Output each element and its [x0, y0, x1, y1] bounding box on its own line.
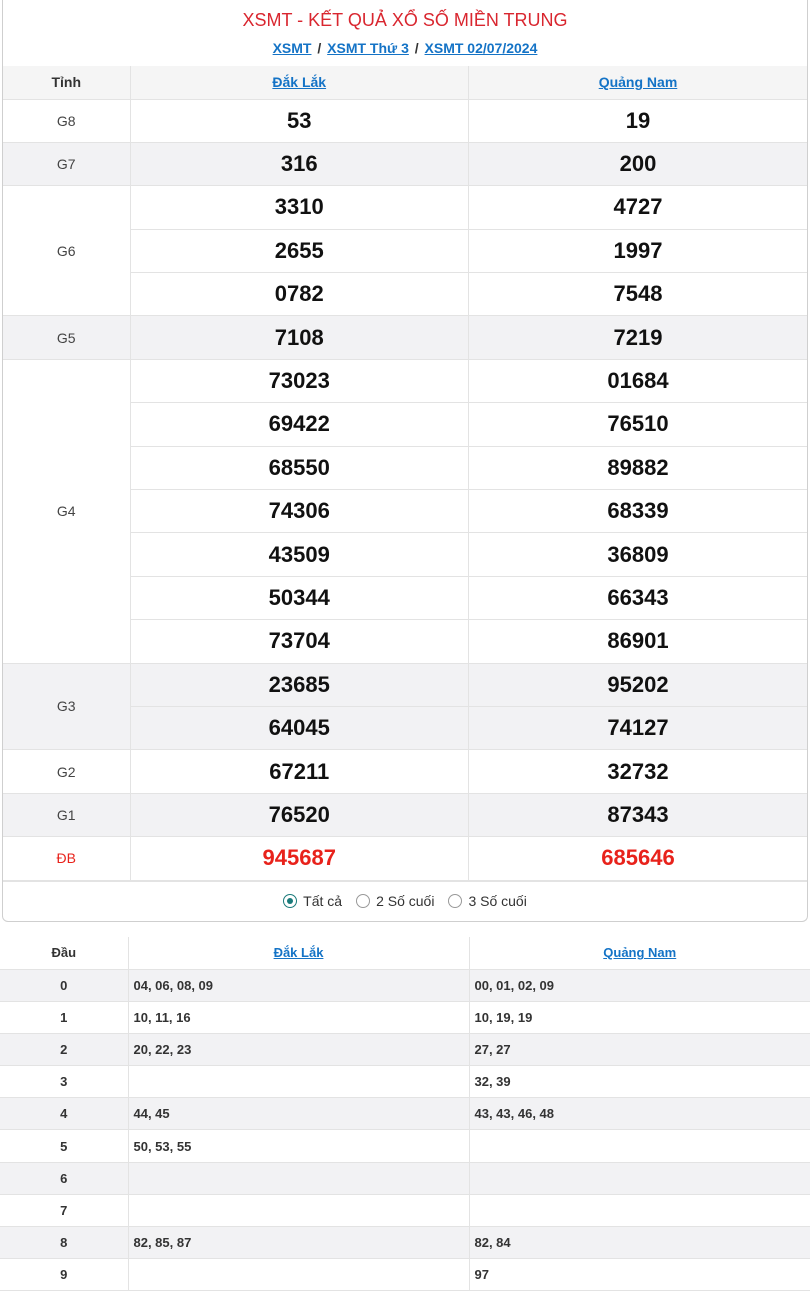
dau-value: 1 [0, 1001, 128, 1033]
loto-values: 82, 85, 87 [128, 1227, 469, 1259]
prize-number: 01684 [469, 359, 808, 402]
filter-option-label: 2 Số cuối [376, 893, 435, 910]
filter-option-label: 3 Số cuối [468, 893, 527, 910]
breadcrumb-xsmt-date-link[interactable]: XSMT 02/07/2024 [424, 40, 538, 56]
prize-number: 86901 [469, 620, 808, 663]
prize-label: G4 [3, 359, 130, 663]
prize-number: 316 [130, 142, 469, 185]
prize-number: 1997 [469, 229, 808, 272]
prize-label: G5 [3, 316, 130, 359]
breadcrumb-separator: / [414, 40, 419, 56]
province-header-link[interactable]: Đắk Lắk [128, 937, 469, 969]
prize-number: 69422 [130, 403, 469, 446]
loto-values [469, 1162, 810, 1194]
dau-value: 0 [0, 969, 128, 1001]
breadcrumb-xsmt-thu3-link[interactable]: XSMT Thứ 3 [327, 40, 409, 56]
prize-number: 87343 [469, 793, 808, 836]
province-header-link[interactable]: Quảng Nam [469, 937, 810, 969]
loto-row [0, 1033, 810, 1065]
prize-number: 19 [469, 99, 808, 142]
loto-row [0, 1259, 810, 1291]
loto-row [0, 1098, 810, 1130]
loto-values: 10, 11, 16 [128, 1001, 469, 1033]
prize-number: 43509 [130, 533, 469, 576]
loto-row [0, 1194, 810, 1226]
prize-number: 7108 [130, 316, 469, 359]
radio-button[interactable] [448, 894, 462, 908]
dau-value: 7 [0, 1194, 128, 1226]
prize-label: G2 [3, 750, 130, 793]
prize-number: 73023 [130, 359, 469, 402]
loto-values [128, 1194, 469, 1226]
prize-label: G8 [3, 99, 130, 142]
prize-number: 32732 [469, 750, 808, 793]
dau-value: 3 [0, 1066, 128, 1098]
dau-value: 5 [0, 1130, 128, 1162]
filter-option[interactable] [283, 893, 342, 909]
results-table [3, 66, 807, 881]
prize-number: 36809 [469, 533, 808, 576]
prize-label: G1 [3, 793, 130, 836]
prize-label: G7 [3, 142, 130, 185]
prize-number: 50344 [130, 576, 469, 619]
prize-number: 3310 [130, 186, 469, 229]
prize-number: 7548 [469, 273, 808, 316]
loto-values [469, 1194, 810, 1226]
loto-values: 10, 19, 19 [469, 1001, 810, 1033]
breadcrumb-xsmt-link[interactable]: XSMT [272, 40, 312, 56]
loto-values [128, 1162, 469, 1194]
loto-values: 32, 39 [469, 1066, 810, 1098]
radio-button[interactable] [356, 894, 370, 908]
prize-number: 74127 [469, 706, 808, 749]
dau-value: 2 [0, 1033, 128, 1065]
page-title: XSMT - KẾT QUẢ XỔ SỐ MIỀN TRUNG [242, 10, 568, 30]
prize-row [3, 359, 807, 402]
prize-number: 23685 [130, 663, 469, 706]
dau-value: 8 [0, 1227, 128, 1259]
results-header-row [3, 66, 807, 99]
prize-number: 0782 [130, 273, 469, 316]
prize-number: 7219 [469, 316, 808, 359]
dau-value: 9 [0, 1259, 128, 1291]
prize-number: 76510 [469, 403, 808, 446]
prize-row [3, 142, 807, 185]
loto-row [0, 969, 810, 1001]
dau-value: 6 [0, 1162, 128, 1194]
prize-row [3, 316, 807, 359]
prize-number: 68339 [469, 490, 808, 533]
prize-number: 200 [469, 142, 808, 185]
prize-row [3, 750, 807, 793]
loto-header-row [0, 937, 810, 969]
prize-number: 95202 [469, 663, 808, 706]
province-header-link[interactable]: Đắk Lắk [130, 66, 469, 99]
loto-values [128, 1066, 469, 1098]
prize-number: 945687 [130, 837, 469, 880]
loto-values: 44, 45 [128, 1098, 469, 1130]
prize-number: 685646 [469, 837, 808, 880]
loto-values: 00, 01, 02, 09 [469, 969, 810, 1001]
prize-number: 2655 [130, 229, 469, 272]
loto-row [0, 1001, 810, 1033]
prize-number: 67211 [130, 750, 469, 793]
prize-number: 66343 [469, 576, 808, 619]
filter-option[interactable] [448, 893, 526, 909]
prize-label: G6 [3, 186, 130, 316]
loto-row [0, 1227, 810, 1259]
dau-column-header: Đầu [0, 937, 128, 969]
loto-values: 82, 84 [469, 1227, 810, 1259]
loto-values: 97 [469, 1259, 810, 1291]
prize-number: 74306 [130, 490, 469, 533]
breadcrumb [3, 40, 807, 66]
prize-row [3, 186, 807, 229]
loto-row [0, 1162, 810, 1194]
loto-head-table [0, 937, 810, 1291]
loto-row [0, 1066, 810, 1098]
prize-label: ĐB [3, 837, 130, 880]
loto-values: 43, 43, 46, 48 [469, 1098, 810, 1130]
prize-number: 68550 [130, 446, 469, 489]
digit-filter [3, 881, 807, 921]
prize-number: 64045 [130, 706, 469, 749]
prize-row [3, 837, 807, 880]
prize-row [3, 663, 807, 706]
filter-option[interactable] [356, 893, 434, 909]
dau-value: 4 [0, 1098, 128, 1130]
filter-option-label: Tất cả [303, 893, 343, 910]
loto-values: 27, 27 [469, 1033, 810, 1065]
loto-values [469, 1130, 810, 1162]
prize-number: 76520 [130, 793, 469, 836]
province-column-header: Tỉnh [3, 66, 130, 99]
province-header-link[interactable]: Quảng Nam [469, 66, 808, 99]
loto-values: 50, 53, 55 [128, 1130, 469, 1162]
prize-row [3, 793, 807, 836]
prize-label: G3 [3, 663, 130, 750]
breadcrumb-separator: / [317, 40, 322, 56]
loto-values: 04, 06, 08, 09 [128, 969, 469, 1001]
prize-number: 89882 [469, 446, 808, 489]
radio-button[interactable] [283, 894, 297, 908]
prize-number: 53 [130, 99, 469, 142]
prize-row [3, 99, 807, 142]
prize-number: 4727 [469, 186, 808, 229]
results-card [2, 0, 808, 922]
loto-row [0, 1130, 810, 1162]
loto-values: 20, 22, 23 [128, 1033, 469, 1065]
loto-values [128, 1259, 469, 1291]
prize-number: 73704 [130, 620, 469, 663]
